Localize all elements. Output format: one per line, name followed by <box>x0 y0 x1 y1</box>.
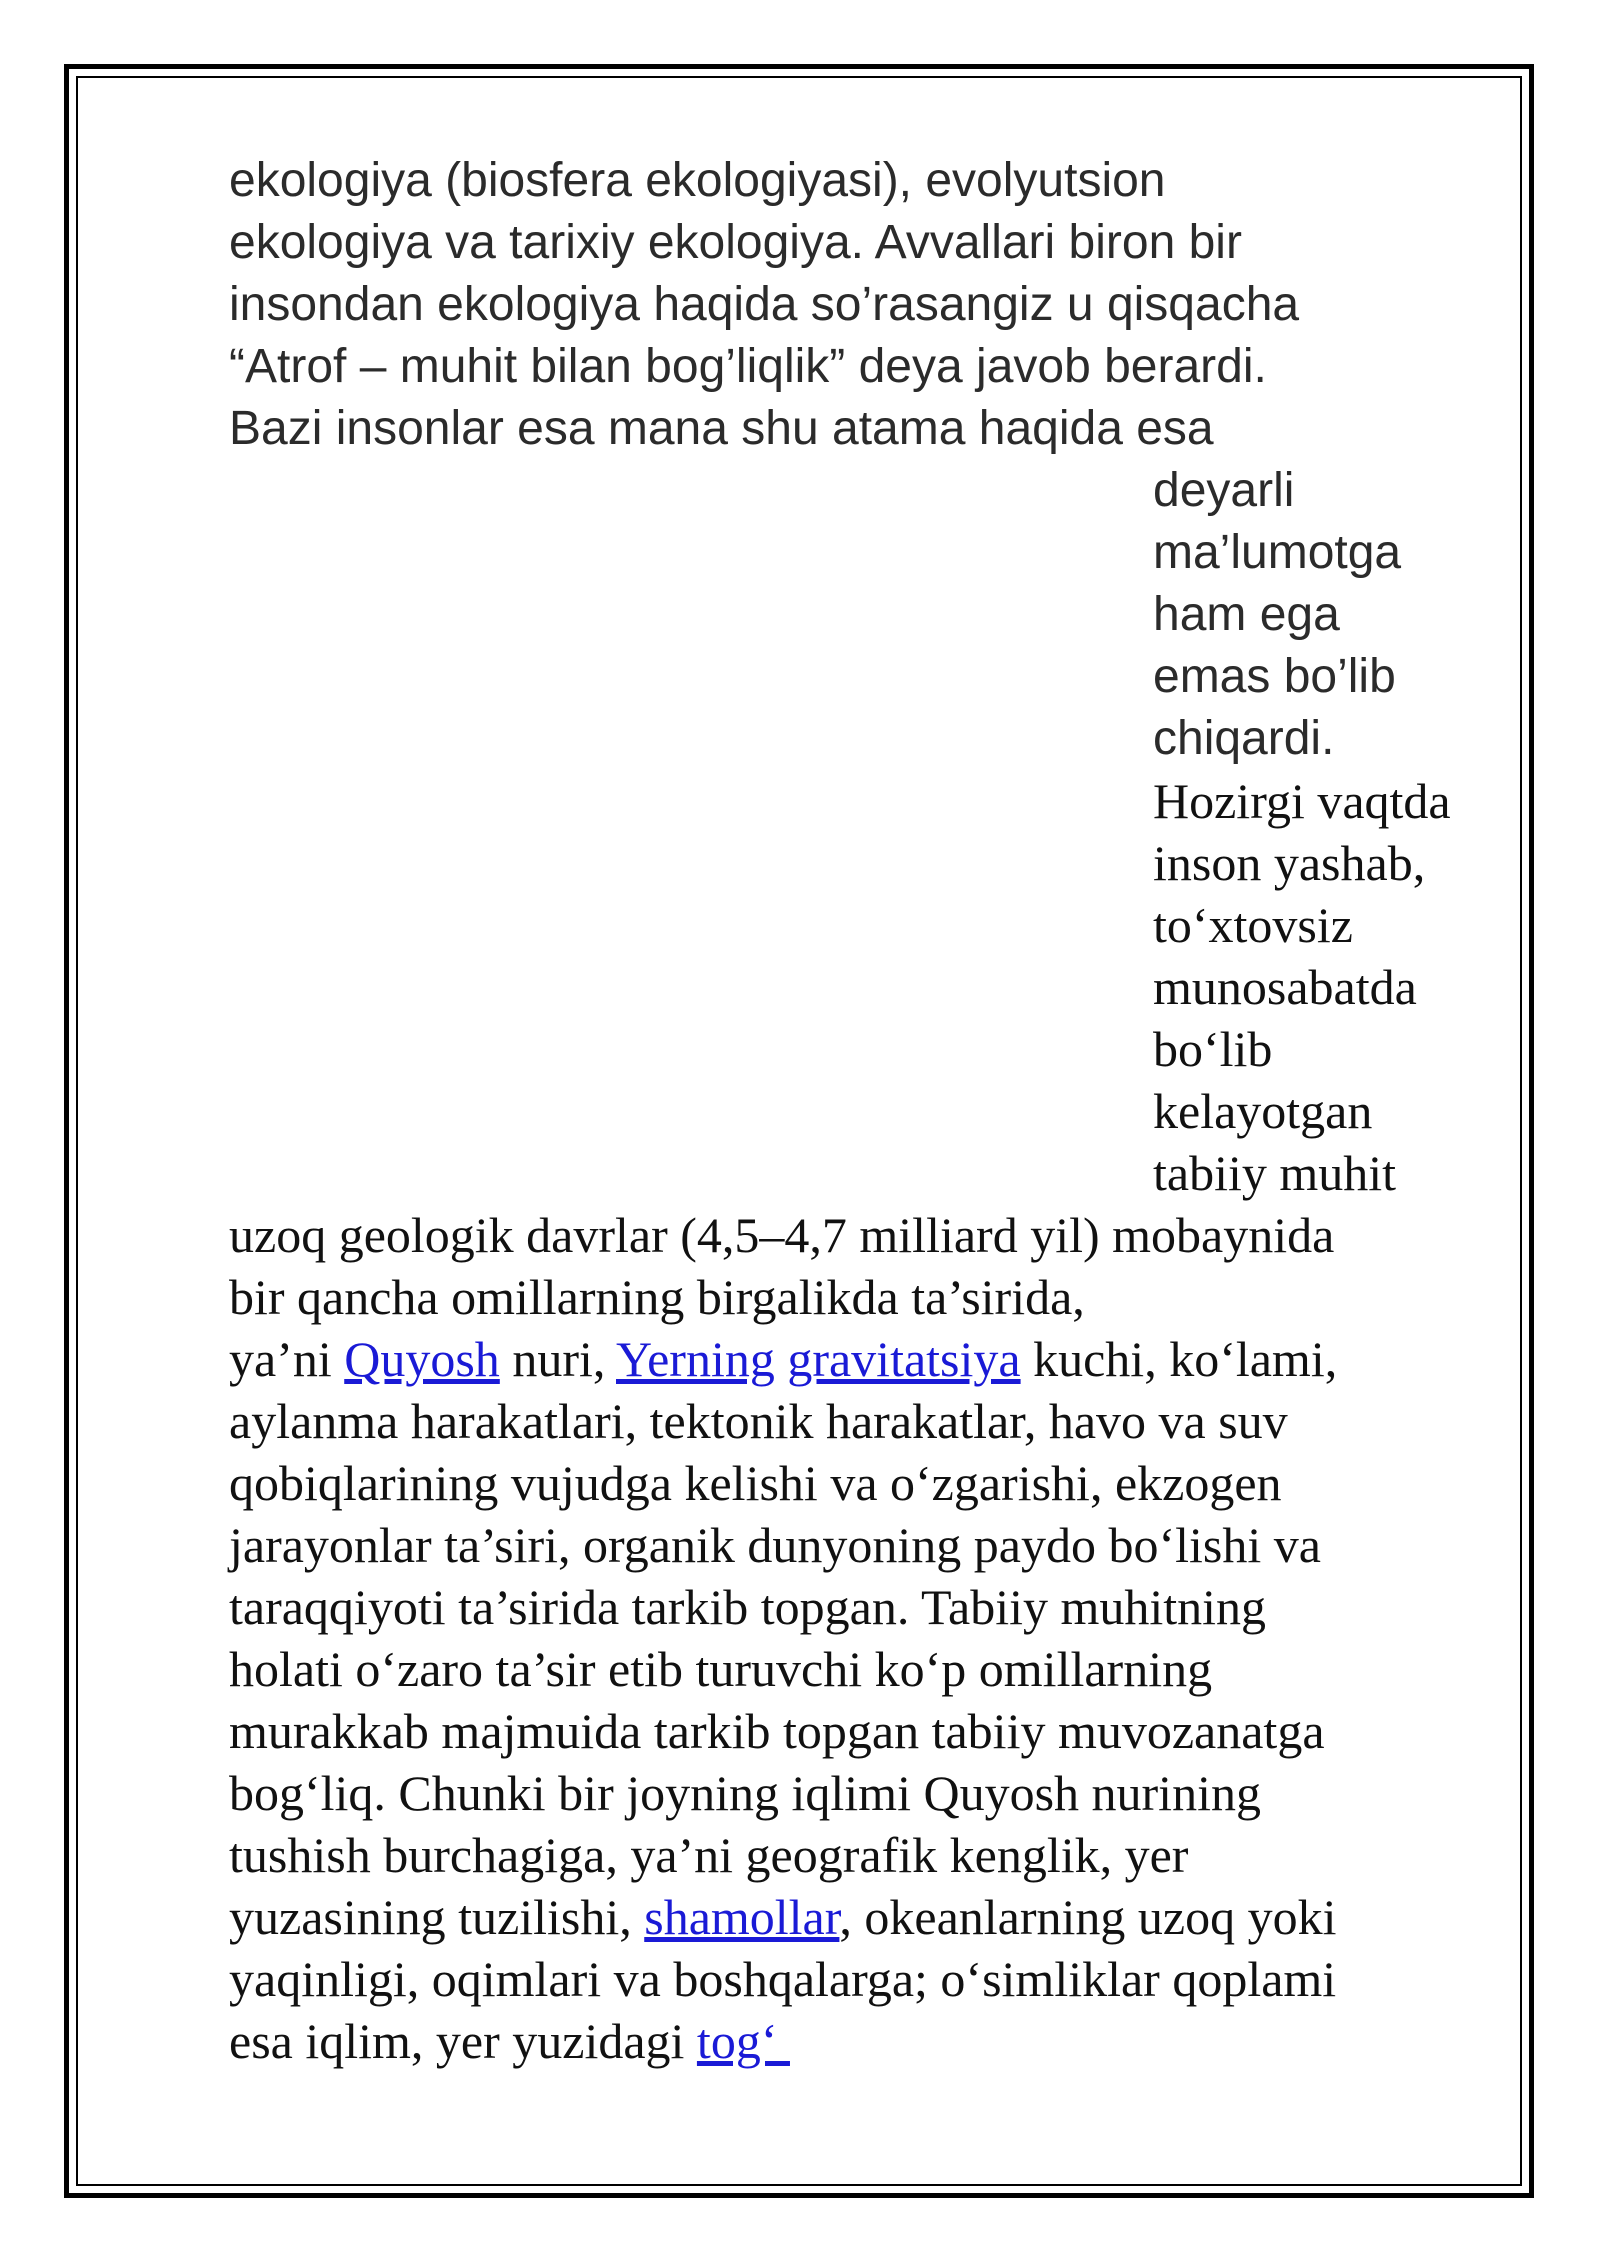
text-line: deyarli <box>1153 464 1295 517</box>
text-line: kelayotgan <box>1153 1083 1373 1139</box>
narrow-column-serif <box>229 770 1499 1204</box>
text-line: holati o‘zaro ta’sir etib turuvchi ko‘p omillarning <box>229 1641 1213 1697</box>
text-line: emas bo’lib <box>1153 650 1396 703</box>
text-fragment: ya’ni <box>229 1331 345 1387</box>
intro-paragraph <box>229 150 1499 460</box>
text-line: bog‘liq. Chunki bir joyning iqlimi Quyosh nurining <box>229 1765 1261 1821</box>
text-line: yaqinligi, oqimlari va boshqalarga; o‘simliklar qoplami <box>229 1951 1337 2007</box>
text-line: murakkab majmuida tarkib topgan tabiiy muvozanatga <box>229 1703 1325 1759</box>
text-line: Hozirgi vaqtda <box>1153 773 1451 829</box>
text-line: bo‘lib <box>1153 1021 1273 1077</box>
text-line: tushish burchagiga, ya’ni geografik kenglik, yer <box>229 1827 1189 1883</box>
text-line: to‘xtovsiz <box>1153 897 1353 953</box>
text-line: qobiqlarining vujudga kelishi va o‘zgarishi, ekzogen <box>229 1455 1282 1511</box>
text-line: inson yashab, <box>1153 835 1426 891</box>
link-shamollar[interactable]: shamollar <box>644 1889 840 1945</box>
text-fragment: esa iqlim, yer yuzidagi <box>229 2013 697 2069</box>
main-paragraph <box>229 1204 1499 2072</box>
text-fragment: , okeanlarning uzoq yoki <box>839 1889 1337 1945</box>
text-line: munosabatda <box>1153 959 1417 1015</box>
link-tog[interactable]: tog‘ <box>696 2013 790 2069</box>
text-line-with-links <box>229 1886 1499 1948</box>
document-body <box>229 150 1499 2072</box>
text-fragment: kuchi, ko‘lami, <box>1020 1331 1338 1387</box>
text-line: tabiiy muhit <box>1153 1145 1397 1201</box>
text-line: ekologiya va tarixiy ekologiya. Avvallari biron bir <box>229 216 1242 269</box>
text-line-with-links <box>229 2010 1499 2072</box>
text-line: insondan ekologiya haqida so’rasangiz u qisqacha <box>229 278 1300 331</box>
text-line: taraqqiyoti ta’sirida tarkib topgan. Tabiiy muhitning <box>229 1579 1267 1635</box>
text-fragment <box>775 1331 788 1387</box>
text-line: jarayonlar ta’siri, organik dunyoning paydo bo‘lishi va <box>229 1517 1321 1573</box>
text-line: uzoq geologik davrlar (4,5–4,7 milliard yil) mobaynida <box>229 1207 1335 1263</box>
text-line: “Atrof – muhit bilan bog’liqlik” deya javob berardi. <box>229 340 1267 393</box>
text-fragment: yuzasining tuzilishi, <box>229 1889 645 1945</box>
narrow-column-sans <box>229 460 1499 770</box>
text-line: ham ega <box>1153 588 1340 641</box>
text-line: aylanma harakatlari, tektonik harakatlar, havo va suv <box>229 1393 1288 1449</box>
text-line: bir qancha omillarning birgalikda ta’sirida, <box>229 1269 1085 1325</box>
text-line: Bazi insonlar esa mana shu atama haqida esa <box>229 402 1214 455</box>
link-gravitatsiya[interactable]: gravitatsiya <box>787 1331 1021 1387</box>
text-line: ma’lumotga <box>1153 526 1402 579</box>
link-quyosh[interactable]: Quyosh <box>344 1331 500 1387</box>
text-line: chiqardi. <box>1153 712 1335 765</box>
text-line: ekologiya (biosfera ekologiyasi), evolyutsion <box>229 154 1166 207</box>
link-yerning[interactable]: Yerning <box>616 1331 775 1387</box>
text-line-with-links <box>229 1328 1499 1390</box>
text-fragment: nuri, <box>499 1331 616 1387</box>
